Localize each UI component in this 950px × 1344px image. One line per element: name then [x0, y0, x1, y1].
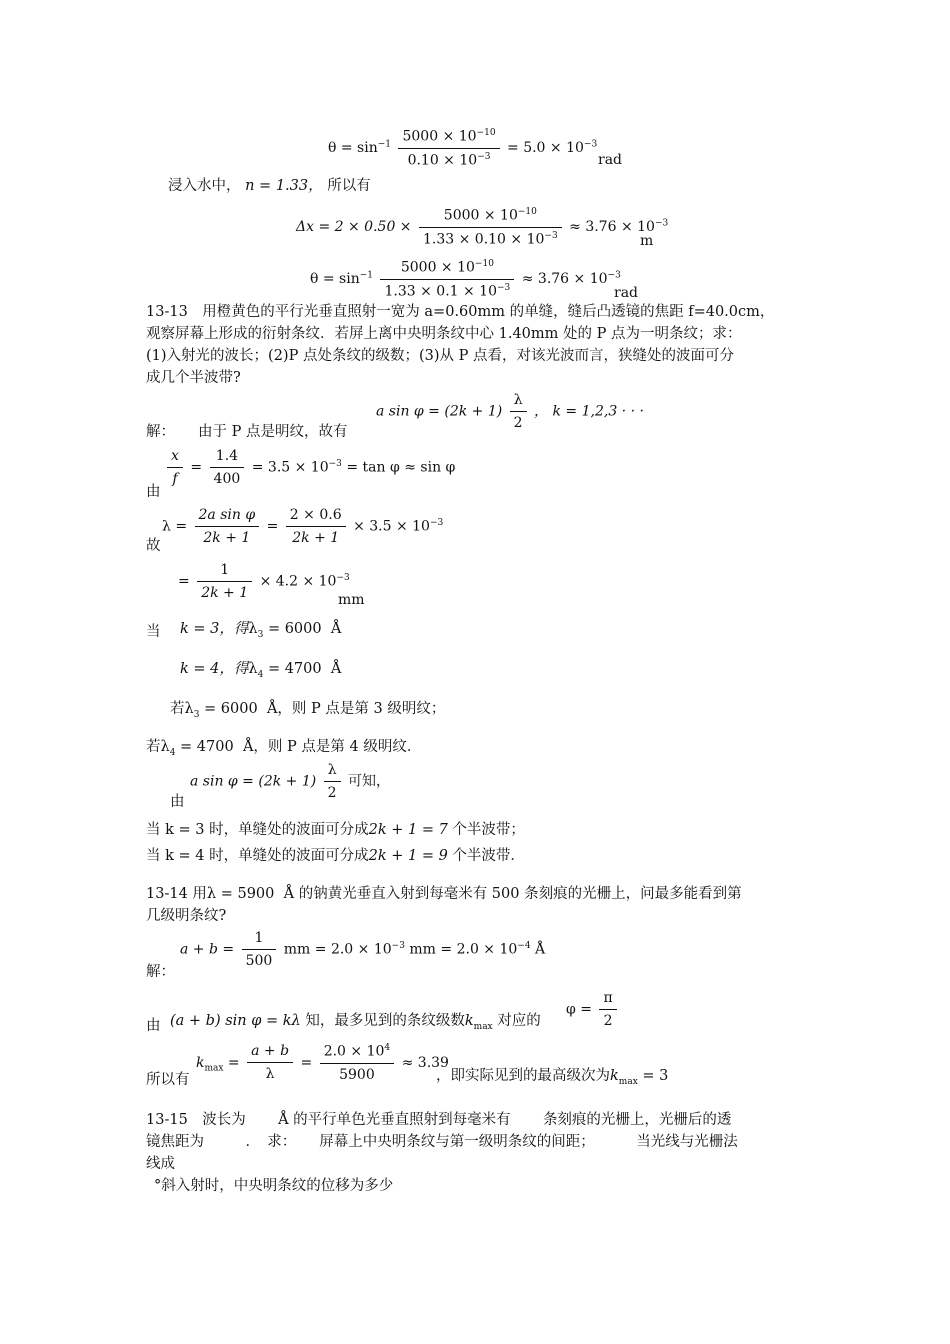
- conclusion-3rd-order: 若$\lambda_3 = 6000$ Å，则 P 点是第 3 级明纹；: [170, 701, 446, 720]
- bright-fringe-condition: a sin φ = (2k + 1) $\frac{\lambda}{2}$ ， k = 1,2,3 · · ·: [376, 392, 644, 431]
- half-wave-condition: a sin φ = (2k + 1) $\frac{\lambda}{2}$ 可知，: [190, 762, 391, 801]
- problem-13-15-line-3: 线成: [146, 1156, 175, 1172]
- problem-13-13-line-1: 13-13 用橙黄色的平行光垂直照射一宽为 a=0.60mm 的单缝，缝后凸透镜的焦距 f=40.0cm，: [146, 304, 775, 320]
- phi-equals-pi-over-2: φ = $\frac{\pi}{2}$: [566, 990, 620, 1029]
- problem-13-13-line-4: 成几个半波带?: [146, 370, 241, 386]
- unit-rad-2: rad: [614, 285, 639, 301]
- label-dang: 当: [146, 624, 161, 640]
- label-suoyi: 所以有: [146, 1072, 190, 1088]
- grating-equation-line: (a + b) sin φ = kλ 知，最多见到的条纹级数$k_{max}$ 对应的: [170, 1013, 541, 1032]
- problem-13-15-line-1: 13-15 波长为 Å 的平行单色光垂直照射到每毫米有 条刻痕的光栅上，光栅后的透: [146, 1112, 732, 1128]
- problem-13-13-line-2: 观察屏幕上形成的衍射条纹．若屏上离中央明条纹中心 1.40mm 处的 P 点为一明条纹；求：: [146, 326, 742, 342]
- water-line: 浸入水中， n = 1.33， 所以有: [168, 178, 371, 194]
- equation-theta-1: $\theta = \sin^{-1}$ $\frac{5000 \times 10^{-10}}{0.10 \times 10^{-3}}$ = $5.0 \times 10^{-3}$: [328, 128, 598, 169]
- unit-m: m: [640, 233, 654, 249]
- solution-13-13-intro: 解： 由于 P 点是明纹，故有: [146, 424, 348, 440]
- equation-x-over-f: $\frac{x}{f}$ = $\frac{1.4}{400}$ = $3.5 \times 10^{-3} = \tan \varphi \approx \sin \varphi$: [164, 448, 455, 487]
- equation-lambda-2: = $\frac{1}{2k + 1}$ × $4.2 \times 10^{-3}$: [178, 562, 350, 601]
- problem-13-13-line-3: (1)入射光的波长；(2)P 点处条纹的级数；(3)从 P 点看，对该光波而言，狭缝处的波面可分: [146, 348, 734, 364]
- problem-13-14-line-2: 几级明条纹?: [146, 908, 227, 924]
- equation-delta-x: Δx = 2 × 0.50 × $\frac{5000 \times 10^{-10}}{1.33 \times 0.10 \times 10^{-3}}$ ≈ $3.76 \times 10^{-3}$: [296, 207, 669, 248]
- unit-mm: mm: [338, 592, 365, 608]
- label-gu: 故: [146, 538, 161, 554]
- equation-lambda-1: λ = $\frac{\text{2a sin φ}}{2k + 1}$ = $\frac{2 \times 0.6}{2k + 1}$ × $3.5 \times 10^{-3}$: [162, 507, 444, 546]
- half-wave-k4: 当 k = 4 时，单缝处的波面可分成2k + 1 = 9 个半波带．: [146, 848, 525, 864]
- problem-13-15-line-2: 镜焦距为 ． 求： 屏幕上中央明条纹与第一级明条纹的间距； 当光线与光栅法: [146, 1134, 738, 1150]
- conclusion-4th-order: 若$\lambda_4 = 4700$ Å，则 P 点是第 4 级明纹．: [146, 739, 422, 758]
- equation-theta-2: $\theta = \sin^{-1}$ $\frac{5000 \times 10^{-10}}{1.33 \times 0.1 \times 10^{-3}}$ ≈ $3.76 \times 10^{-3}$: [310, 259, 621, 300]
- kmax-conclusion: ，即实际见到的最高级次为$k_{max} = 3$: [436, 1068, 669, 1087]
- equation-kmax: $k_{max}$ = $\frac{a + b}{\lambda}$ = $\frac{2.0 \times 10^4}{5900}$ ≈ 3.39: [196, 1043, 449, 1083]
- problem-13-14-line-1: 13-14 用λ = 5900 Å 的钠黄光垂直入射到每毫米有 500 条刻痕的光栅上，问最多能看到第: [146, 886, 742, 902]
- case-k4: k = 4，得$\lambda_4 = 4700$ Å: [180, 661, 342, 680]
- solution-13-14-label: 解：: [146, 964, 175, 980]
- label-you-3: 由: [146, 1018, 161, 1034]
- equation-grating-constant: a + b = $\frac{1}{500}$ mm = $2.0 \times 10^{-3}$ mm = $2.0 \times 10^{-4}$ Å: [180, 930, 546, 969]
- label-you-2: 由: [170, 794, 185, 810]
- unit-rad-1: rad: [598, 152, 623, 168]
- label-you-1: 由: [146, 484, 161, 500]
- half-wave-k3: 当 k = 3 时，单缝处的波面可分成2k + 1 = 7 个半波带；: [146, 822, 525, 838]
- problem-13-15-line-4: °斜入射时，中央明条纹的位移为多少: [154, 1178, 394, 1194]
- case-k3: k = 3，得$\lambda_3 = 6000$ Å: [180, 621, 342, 640]
